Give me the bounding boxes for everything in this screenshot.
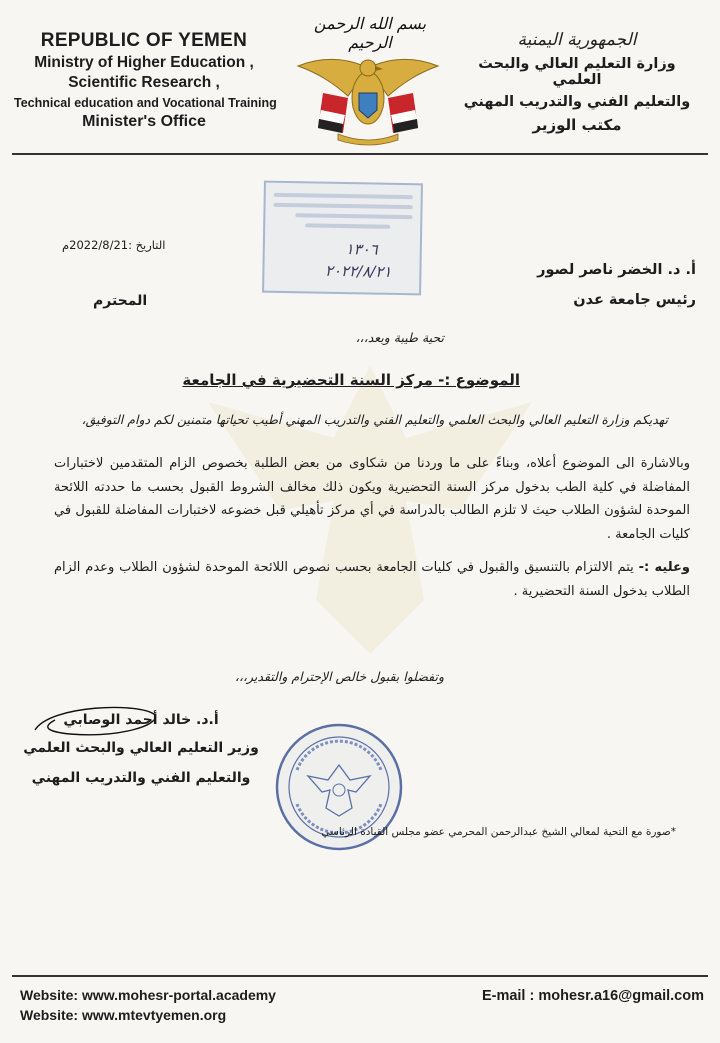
ministry-name-line3: Technical education and Vocational Training: [14, 96, 277, 110]
paragraph-2-lead: وعليه :-: [638, 560, 691, 576]
stamp-header-line: [305, 223, 390, 228]
signatory-title-line2: والتعليم الفني والتدريب المهني: [31, 770, 251, 786]
signature-block: [16, 712, 266, 786]
letter-body: [54, 452, 690, 604]
honorific: المحترم: [93, 293, 148, 309]
stamp-header-line: [295, 213, 412, 219]
letter-date: التاريخ :2022/8/21م: [62, 238, 166, 252]
ministry-name-arabic-line1: وزارة التعليم العالي والبحث العلمي: [478, 56, 676, 88]
paragraph-2-text: يتم الالتزام بالتنسيق والقبول في كليات الجامعة بحسب نصوص اللائحة الموحدة لشؤون الطلاب وعدم الزام الطلاب بدخول السنة التحضيرية .: [54, 560, 690, 599]
stamp-header-line: [274, 193, 413, 199]
closing-line: وتفضلوا بقبول خالص الإحترام والتقدير،،،: [234, 669, 444, 684]
country-name-arabic: الجمهورية اليمنية: [517, 30, 637, 50]
signatory-name: أ.د. خالد أحمد الوصابي: [63, 712, 219, 728]
website-link-2[interactable]: Website: www.mtevtyemen.org: [20, 1007, 227, 1023]
ministry-name-line1: Ministry of Higher Education ,: [34, 54, 254, 71]
country-name: REPUBLIC OF YEMEN: [40, 30, 248, 51]
ministry-name-line2: Scientific Research ,: [68, 74, 220, 91]
recipient-name: أ. د. الخضر ناصر لصور: [537, 262, 696, 278]
yemen-eagle-emblem-icon: [293, 38, 443, 148]
footer-divider: [12, 975, 708, 977]
office-name: Minister's Office: [82, 113, 206, 130]
signatory-title-line1: وزير التعليم العالي والبحث العلمي: [23, 740, 259, 756]
arabic-letterhead: [452, 30, 702, 134]
header-divider: [12, 153, 708, 155]
office-name-arabic: مكتب الوزير: [532, 116, 622, 134]
intro-line: تهديكم وزارة التعليم العالي والبحث العلمي والتعليم الفني والتدريب المهني أطيب تحياتها متمنين لكم دوام التوفيق،: [81, 412, 668, 427]
recipient-title: رئيس جامعة عدن: [573, 292, 696, 308]
subject-line: الموضوع :- مركز السنة التحضيرية في الجامعة: [182, 371, 520, 389]
body-paragraph-2: [54, 556, 690, 603]
registration-stamp: [262, 181, 423, 296]
english-letterhead: [14, 30, 277, 131]
ministry-name-arabic-line2: والتعليم الفني والتدريب المهني: [463, 94, 691, 110]
recipient-block: [537, 262, 696, 308]
footer-websites: [20, 985, 276, 1025]
body-paragraph-1: وبالاشارة الى الموضوع أعلاه، وبناءً على ما وردنا من شكاوى من بعض الطلبة بخصوص الزام المتقدمين لاختبارات المفاضلة في كلية الطب بدخول مركز السنة التحضيرية ويكون ذلك مخالف الشروط القبول بحسب ما حددته اللائحة الموحدة لشؤون الطلاب حيث لا تلزم الطالب بالدراسة في أي مركز تأهيلي قبل خضوعه لاختبارات المفاضلة للقبول في كليات الجامعة .: [54, 456, 690, 542]
website-link-1[interactable]: Website: www.mohesr-portal.academy: [20, 987, 276, 1003]
carbon-copy-note: *صورة مع التحية لمعالي الشيخ عبدالرحمن المحرمي عضو مجلس القيادة الرئاسي: [321, 826, 676, 838]
footer-email[interactable]: E-mail : mohesr.a16@gmail.com: [481, 988, 704, 1004]
stamp-header-line: [274, 203, 413, 209]
registration-number: ١٣٠٦: [345, 240, 378, 259]
registration-date: ٢٠٢٢/٨/٢١: [324, 261, 392, 281]
greeting: تحية طيبة وبعد،،،: [355, 330, 444, 345]
basmala: بسم الله الرحمن الرحيم: [313, 14, 427, 52]
